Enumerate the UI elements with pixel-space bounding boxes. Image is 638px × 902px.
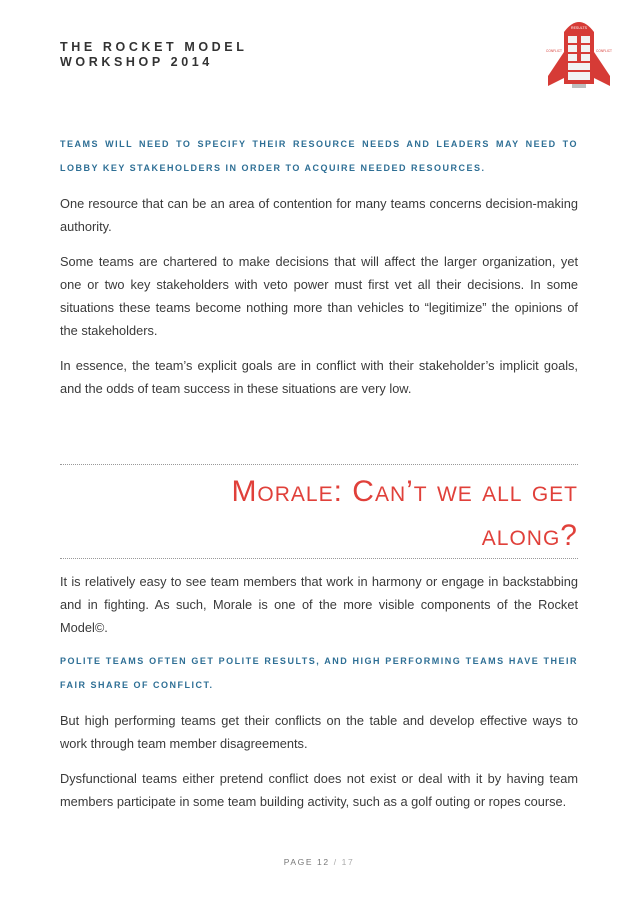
logo-side-right-label: CONFLICT <box>596 49 612 53</box>
section-morale <box>60 570 578 813</box>
logo-top-label: RESULTS <box>571 26 587 30</box>
paragraph: It is relatively easy to see team members that work in harmony or engage in backstabbing and in fighting. As such, Morale is one of the more visible components of the Rocket Model©. <box>60 574 578 635</box>
paragraph: One resource that can be an area of contention for many teams concerns decision-making authority. <box>60 196 578 234</box>
section-heading: POLITE TEAMS OFTEN GET POLITE RESULTS, AND HIGH PERFORMING TEAMS HAVE THEIR FAIR SHARE OF CONFLICT. <box>60 656 578 690</box>
page-separator: / <box>333 857 338 867</box>
rocket-icon <box>534 14 624 92</box>
paragraph: Dysfunctional teams either pretend conflict does not exist or deal with it by having team members participate in some team building activity, such as a golf outing or ropes course. <box>60 771 578 809</box>
header-title-line1: THE ROCKET MODEL <box>60 40 248 54</box>
logo-side-left-label: CONFLICT <box>546 49 562 53</box>
section-resources <box>60 132 578 400</box>
paragraph: But high performing teams get their conflicts on the table and develop effective ways to work through team member disagreements. <box>60 713 578 751</box>
paragraph: In essence, the team’s explicit goals are in conflict with their stakeholder’s implicit goals, and the odds of team success in these situations are very low. <box>60 358 578 396</box>
divider-top <box>60 464 578 465</box>
document-header <box>60 40 247 70</box>
page-total: 17 <box>341 857 355 867</box>
page-label: PAGE 12 <box>283 857 330 867</box>
section-title <box>60 470 578 558</box>
header-title-line2: WORKSHOP 2014 <box>60 55 213 69</box>
page-number <box>0 857 638 867</box>
section-title-line1: Morale: Can’t we all get <box>231 475 578 508</box>
divider-bottom <box>60 558 578 559</box>
paragraph: Some teams are chartered to make decisions that will affect the larger organization, yet one or two key stakeholders with veto power must first vet all their decisions. In some situations these teams become nothing more than vehicles to “legitimize” the opinions of the stakeholders. <box>60 254 578 338</box>
section-title-line2: along? <box>481 519 578 552</box>
section-heading: TEAMS WILL NEED TO SPECIFY THEIR RESOURCE NEEDS AND LEADERS MAY NEED TO LOBBY KEY STAKEHOLDERS IN ORDER TO ACQUIRE NEEDED RESOURCES. <box>60 139 578 173</box>
